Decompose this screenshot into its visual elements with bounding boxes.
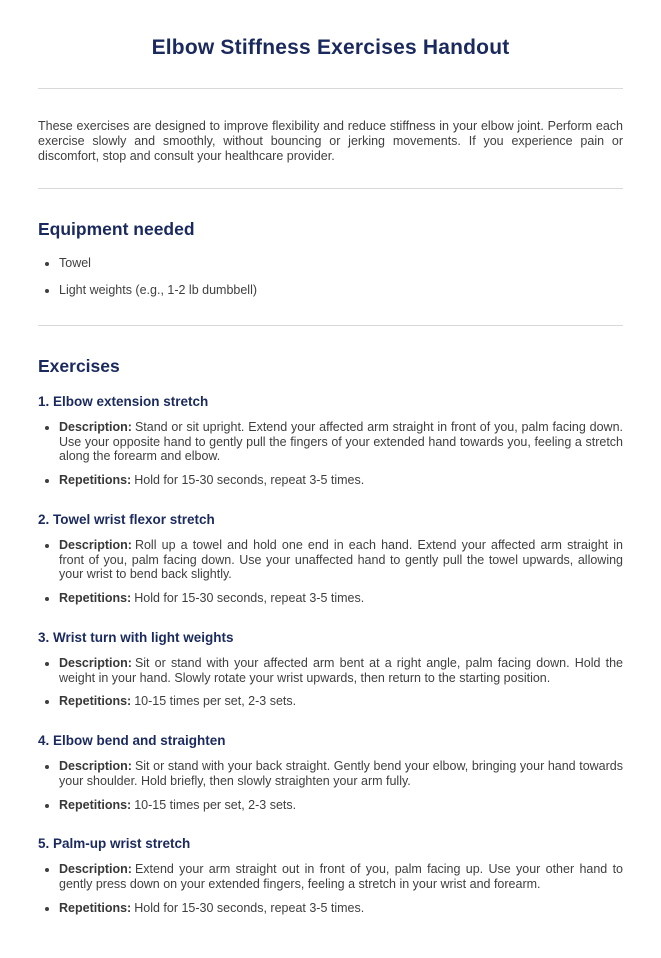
page-title: Elbow Stiffness Exercises Handout — [151, 36, 510, 59]
exercise-list — [38, 394, 623, 916]
exercise-description-item — [59, 420, 623, 464]
description-text: Extend your arm straight out in front of you, palm facing up. Use your other hand to gently press down on your extended fingers, feeling a stretch in your wrist and forearm. — [59, 862, 623, 891]
repetitions-text: Hold for 15-30 seconds, repeat 3-5 times. — [134, 591, 365, 605]
exercise-title: 5. Palm-up wrist stretch — [38, 836, 191, 852]
divider — [38, 188, 623, 189]
exercise-section — [38, 836, 623, 915]
exercise-description-item — [59, 759, 623, 789]
exercise-section — [38, 394, 623, 488]
repetitions-label: Repetitions: — [59, 900, 132, 915]
exercise-title: 2. Towel wrist flexor stretch — [38, 511, 215, 527]
description-text: Roll up a towel and hold one end in each hand. Extend your affected arm straight in front of you, palm facing down. Use your unaffected hand to gently pull the towel upwards, allowing your wrist to bend back slightly. — [59, 537, 623, 582]
exercise-title: 4. Elbow bend and straighten — [38, 733, 226, 748]
repetitions-text: 10-15 times per set, 2-3 sets. — [134, 694, 297, 709]
repetitions-label: Repetitions: — [59, 797, 132, 812]
description-label: Description: — [59, 655, 132, 670]
description-text: Sit or stand with your affected arm bent at a right angle, palm facing down. Hold the weight in your hand. Slowly rotate your wrist upwards, then return to the starting position. — [59, 655, 623, 685]
repetitions-text: 10-15 times per set, 2-3 sets. — [134, 797, 297, 812]
description-label: Description: — [59, 419, 132, 434]
exercise-description-item — [59, 656, 623, 686]
repetitions-text: Hold for 15-30 seconds, repeat 3-5 times. — [134, 900, 365, 915]
exercise-description-item — [59, 538, 623, 582]
exercise-section — [38, 733, 623, 812]
divider — [38, 325, 623, 326]
exercise-repetitions-item — [59, 591, 623, 606]
description-label: Description: — [59, 759, 132, 773]
equipment-item: • Towel — [59, 256, 623, 271]
exercise-description-item — [59, 862, 623, 892]
repetitions-label: Repetitions: — [59, 473, 132, 487]
exercise-repetitions-item — [59, 473, 623, 488]
description-label: Description: — [59, 537, 132, 552]
repetitions-label: Repetitions: — [59, 591, 132, 605]
exercises-heading: Exercises — [38, 355, 120, 376]
exercise-repetitions-item — [59, 798, 623, 813]
description-text: Stand or sit upright. Extend your affected arm straight in front of you, palm facing down. Use your opposite hand to gently pull the fingers of your extended hand towards you, feeling a stretch along the forearm and elbow. — [59, 419, 623, 464]
equipment-heading: Equipment needed — [38, 219, 195, 240]
exercise-title: 3. Wrist turn with light weights — [38, 629, 234, 645]
exercise-repetitions-item — [59, 694, 623, 709]
divider — [38, 88, 623, 89]
exercise-repetitions-item — [59, 901, 623, 916]
equipment-list — [38, 256, 623, 298]
exercise-title: 1. Elbow extension stretch — [38, 393, 209, 409]
equipment-item: • Light weights (e.g., 1-2 lb dumbbell) — [59, 283, 623, 298]
exercise-section — [38, 512, 623, 606]
exercise-section — [38, 630, 623, 709]
description-label: Description: — [59, 862, 132, 877]
description-text: Sit or stand with your back straight. Gently bend your elbow, bringing your hand towards your shoulder. Hold briefly, then slowly straighten your arm fully. — [59, 759, 623, 788]
repetitions-label: Repetitions: — [59, 694, 132, 709]
repetitions-text: Hold for 15-30 seconds, repeat 3-5 times. — [134, 473, 365, 487]
intro-paragraph: These exercises are designed to improve flexibility and reduce stiffness in your elbow joint. Perform each exercise slowly and smoothly, without bouncing or jerking movements. If you experience pain or discomfort, stop and consult your healthcare provider. — [38, 119, 623, 163]
